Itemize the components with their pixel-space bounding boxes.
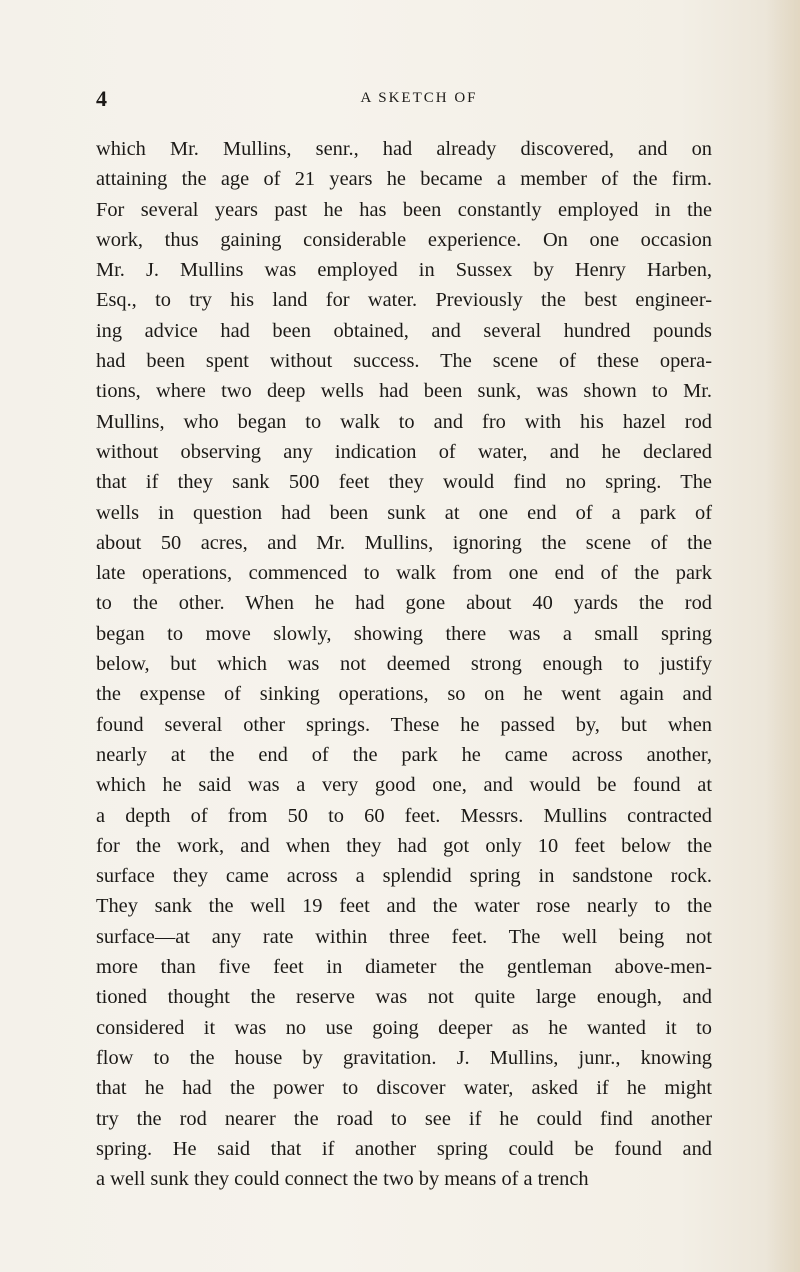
text-line: spring. He said that if another spring could be found and <box>96 1137 712 1160</box>
text-line: a depth of from 50 to 60 feet. Messrs. Mullins contracted <box>96 804 712 827</box>
text-line: which he said was a very good one, and would be found at <box>96 774 712 797</box>
text-line: surface—at any rate within three feet. The well being not <box>96 925 712 948</box>
text-line: the expense of sinking operations, so on he went again and <box>96 683 712 706</box>
text-line: which Mr. Mullins, senr., had already discovered, and on <box>96 138 712 160</box>
text-line: wells in question had been sunk at one end of a park of <box>96 501 712 524</box>
page-header <box>96 86 726 116</box>
text-line: nearly at the end of the park he came across another, <box>96 743 712 766</box>
text-line: began to move slowly, showing there was a small spring <box>96 622 712 645</box>
page-edge-shadow <box>766 0 800 1272</box>
text-line: ing advice had been obtained, and several hundred pounds <box>96 319 712 342</box>
text-line: had been spent without success. The scene of these opera- <box>96 350 712 373</box>
text-line: late operations, commenced to walk from one end of the park <box>96 562 712 585</box>
text-line: flow to the house by gravitation. J. Mullins, junr., knowing <box>96 1046 712 1069</box>
text-line: work, thus gaining considerable experience. On one occasion <box>96 228 712 251</box>
text-line: below, but which was not deemed strong enough to justify <box>96 653 712 676</box>
text-line: about 50 acres, and Mr. Mullins, ignoring the scene of the <box>96 531 712 554</box>
text-line: found several other springs. These he passed by, but when <box>96 713 712 736</box>
text-line: for the work, and when they had got only 10 feet below the <box>96 834 712 857</box>
text-line: that he had the power to discover water, asked if he might <box>96 1077 712 1100</box>
text-line: considered it was no use going deeper as he wanted it to <box>96 1016 712 1039</box>
text-line: without observing any indication of water, and he declared <box>96 440 712 463</box>
text-line: tioned thought the reserve was not quite large enough, and <box>96 986 712 1009</box>
text-line: Esq., to try his land for water. Previously the best engineer- <box>96 289 712 312</box>
page-number: 4 <box>96 86 107 111</box>
running-head: A SKETCH OF <box>360 90 478 106</box>
text-line: They sank the well 19 feet and the water rose nearly to the <box>96 895 712 918</box>
text-line: try the rod nearer the road to see if he could find another <box>96 1107 712 1130</box>
text-line: For several years past he has been constantly employed in the <box>96 198 712 221</box>
text-line: tions, where two deep wells had been sunk, was shown to Mr. <box>96 380 712 403</box>
text-line: to the other. When he had gone about 40 yards the rod <box>96 592 712 615</box>
body-text <box>96 134 712 1194</box>
text-line: attaining the age of 21 years he became a member of the firm. <box>96 168 712 191</box>
text-line: Mullins, who began to walk to and fro with his hazel rod <box>96 410 712 433</box>
text-line: more than five feet in diameter the gentleman above-men- <box>96 956 712 979</box>
text-line: Mr. J. Mullins was employed in Sussex by Henry Harben, <box>96 259 712 282</box>
text-line: surface they came across a splendid spring in sandstone rock. <box>96 865 712 888</box>
text-line: that if they sank 500 feet they would find no spring. The <box>96 471 712 494</box>
text-line: a well sunk they could connect the two by means of a trench <box>96 1168 589 1191</box>
